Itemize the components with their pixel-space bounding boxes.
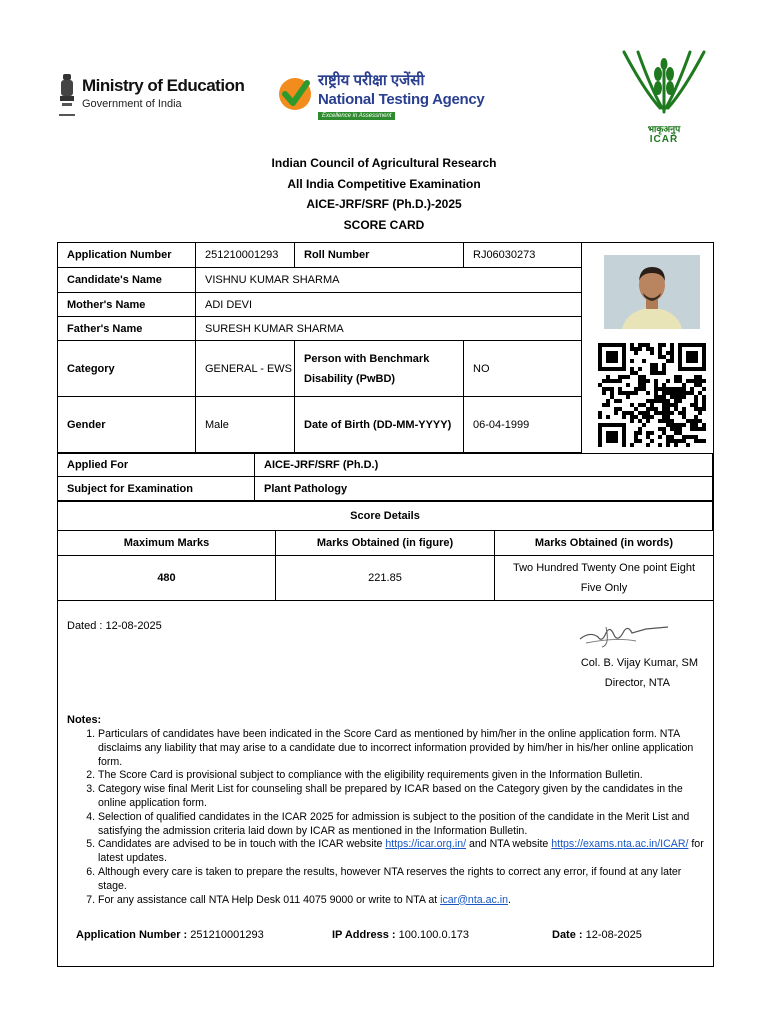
marks-words-header: Marks Obtained (in words) [495,530,713,556]
applied-for-value: AICE-JRF/SRF (Ph.D.) [255,453,713,477]
marks-words-line-2: Five Only [580,582,628,594]
dob-label: Date of Birth (DD-MM-YYYY) [295,397,464,453]
candidate-name-value: VISHNU KUMAR SHARMA [196,268,582,293]
max-marks-value: 480 [58,556,276,601]
subject-label: Subject for Examination [58,477,255,501]
icar-logo [614,50,714,150]
pwbd-label [295,341,464,397]
icar-hindi-label: भाकृअनुप [647,124,681,134]
national-emblem-icon [58,70,76,122]
document-heading [0,153,768,235]
person-photo-icon [604,255,700,329]
application-number-value: 251210001293 [196,243,295,268]
footer-app-label: Application Number : [76,929,188,941]
footer-ip-address [332,929,469,941]
note-item: 3. Category wise final Merit List for counseling shall be prepared by ICAR based on the Category given by the candidates in the online application form. [98,783,707,811]
candidate-photo [604,255,700,329]
note-7-text-b: . [507,893,511,906]
dob-value: 06-04-1999 [464,397,582,453]
note-7-text-a: For any assistance call NTA Help Desk 011 4075 9000 or write to NTA at [98,893,441,906]
nta-icar-website-link[interactable]: https://exams.nta.ac.in/ICAR/ [551,838,689,851]
notes-title: Notes: [67,714,102,726]
marks-words-value [495,556,713,601]
pwbd-label-line-2: Disability (PwBD) [304,372,396,385]
logo-row [0,48,768,158]
icar-english-label: ICAR [649,134,679,145]
wheat-icon [614,50,714,122]
note-item [98,838,707,866]
notes-section [67,714,707,907]
pwbd-label-line-1: Person with Benchmark [304,352,430,365]
application-number-label: Application Number [58,243,196,268]
mother-name-label: Mother's Name [58,293,196,317]
footer-date-value: 12-08-2025 [585,929,642,941]
nta-email-link[interactable]: icar@nta.ac.in [440,893,508,906]
footer-ip-label: IP Address : [332,929,396,941]
gender-label: Gender [58,397,196,453]
pwbd-value: NO [464,341,582,397]
category-label: Category [58,341,196,397]
dated-text: Dated : 12-08-2025 [67,620,162,632]
applied-for-label: Applied For [58,453,255,477]
footer-date [552,929,642,941]
father-name-label: Father's Name [58,317,196,341]
mother-name-value: ADI DEVI [196,293,582,317]
qr-code [598,343,706,447]
note-5-text-a: Candidates are advised to be in touch with the ICAR website [98,838,386,851]
subject-value: Plant Pathology [255,477,713,501]
score-card-frame [57,242,714,967]
nta-hindi-name: राष्ट्रीय परीक्षा एजेंसी [318,72,425,89]
category-value: GENERAL - EWS [196,341,295,397]
roll-number-value: RJ06030273 [464,243,582,268]
nta-tagline: Excellence in Assessment [318,112,395,120]
director-signature [576,617,676,651]
note-item: 1. Particulars of candidates have been indicated in the Score Card as mentioned by him/her in the online application form. NTA disclaims any liability that may arise to a candidate due to incorrect information provided by him/her in his/her online application form. [98,728,707,769]
score-details-title: Score Details [58,501,713,530]
heading-line-1: Indian Council of Agricultural Research [271,156,497,170]
nta-logo [276,70,506,126]
icar-website-link[interactable]: https://icar.org.in/ [385,838,467,851]
heading-line-3: AICE-JRF/SRF (Ph.D.)-2025 [306,197,462,211]
marks-figure-value: 221.85 [276,556,495,601]
footer-application-number [76,929,264,941]
note-item [98,894,707,908]
notes-list [67,728,707,907]
note-item: 4. Selection of qualified candidates in the ICAR 2025 for admission is subject to the position of the candidate in the Merit List and satisfying the admission criteria laid down by ICAR as mentioned in the Information Bulletin. [98,811,707,839]
nta-check-icon [276,74,314,114]
signer-name: Col. B. Vijay Kumar, SM [580,657,698,669]
candidate-name-label: Candidate's Name [58,268,196,293]
note-5-text-b: and NTA website [466,838,552,851]
marks-figure-header: Marks Obtained (in figure) [276,530,495,556]
moe-subtitle: Government of India [82,98,182,110]
father-name-value: SURESH KUMAR SHARMA [196,317,582,341]
gender-value: Male [196,397,295,453]
note-item: 2. The Score Card is provisional subject to compliance with the eligibility requirements given in the Information Bulletin. [98,769,707,783]
max-marks-header: Maximum Marks [58,530,276,556]
roll-number-label: Roll Number [295,243,464,268]
footer-ip-value: 100.100.0.173 [398,929,469,941]
note-5-text-c: for latest updates. [98,838,704,865]
heading-line-4: SCORE CARD [343,217,425,232]
marks-words-line-1: Two Hundred Twenty One point Eight [512,562,695,574]
footer-app-value: 251210001293 [190,929,264,941]
signer-title: Director, NTA [604,677,670,689]
footer-date-label: Date : [552,929,583,941]
heading-line-2: All India Competitive Examination [287,176,481,191]
note-item: 6. Although every care is taken to prepare the results, however NTA reserves the rights to correct any error, if found at any later stage. [98,866,707,894]
ministry-of-education-logo [58,70,245,126]
nta-english-name: National Testing Agency [318,91,485,108]
moe-title: Ministry of Education [82,76,245,95]
